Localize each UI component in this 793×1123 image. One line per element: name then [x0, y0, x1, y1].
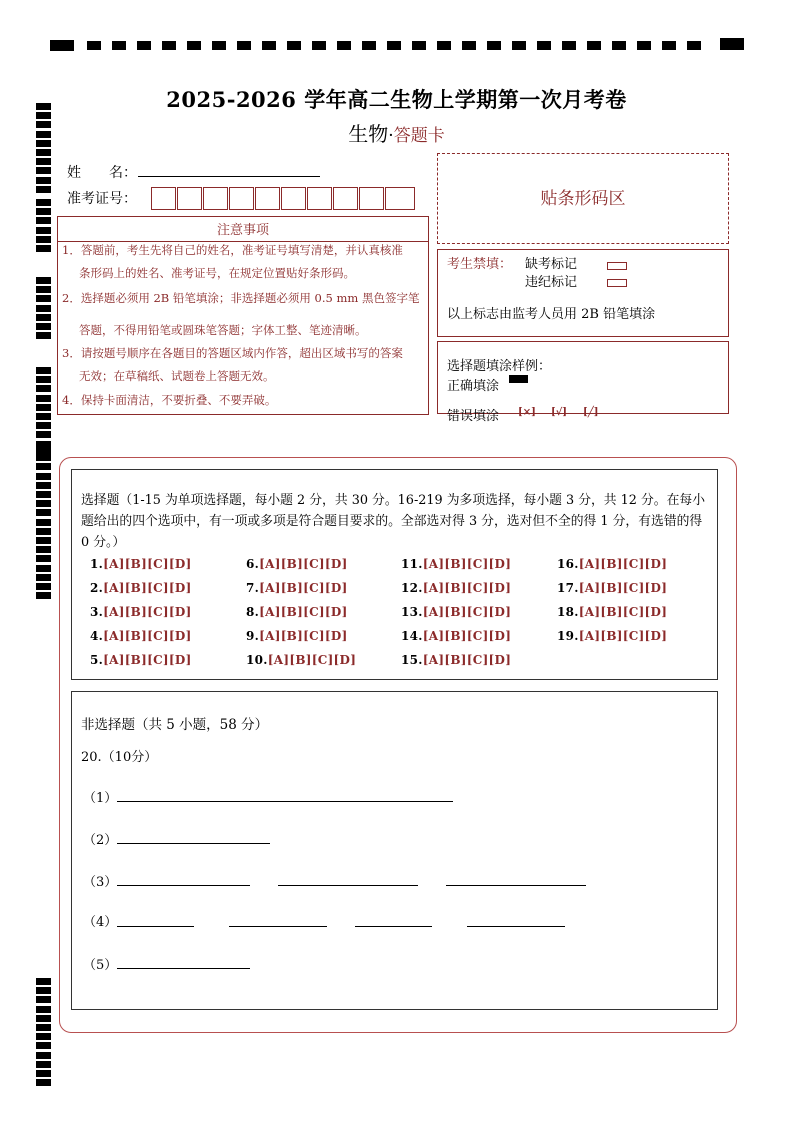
notice-line: 2．选择题必须用 2B 铅笔填涂；非选择题必须用 0.5 mm 黑色签字笔: [62, 291, 420, 305]
mc-question-17[interactable]: [557, 581, 667, 595]
timing-mark: [36, 236, 51, 243]
question-number: 15.: [401, 653, 423, 667]
mc-question-11[interactable]: [401, 557, 511, 571]
timing-mark: [36, 332, 51, 339]
timing-mark: [36, 574, 51, 581]
mc-question-4[interactable]: [90, 629, 192, 643]
mc-question-18[interactable]: [557, 605, 667, 619]
timing-mark: [36, 1079, 51, 1086]
mc-question-14[interactable]: [401, 629, 511, 643]
barcode-label: 贴条形码区: [540, 189, 626, 209]
mc-question-3[interactable]: [90, 605, 192, 619]
mc-question-9[interactable]: [246, 629, 348, 643]
timing-mark: [36, 413, 51, 420]
exam-subtitle: [0, 118, 793, 147]
timing-mark: [36, 295, 51, 302]
question-number: 2.: [90, 581, 104, 595]
timing-mark: [36, 519, 51, 526]
timing-mark: [36, 208, 51, 215]
mc-question-8[interactable]: [246, 605, 348, 619]
question-number: 17.: [557, 581, 579, 595]
answer-options[interactable]: [A][B][C][D]: [259, 557, 348, 571]
question-20-label: 20.（10分）: [81, 750, 158, 765]
question-number: 9.: [246, 629, 260, 643]
answer-line[interactable]: [446, 885, 586, 886]
timing-mark: [36, 367, 51, 374]
answer-options[interactable]: [A][B][C][D]: [103, 629, 192, 643]
answer-line[interactable]: [117, 885, 250, 886]
answer-line[interactable]: [467, 926, 565, 927]
answer-options[interactable]: [A][B][C][D]: [422, 557, 512, 571]
timing-mark: [36, 314, 51, 321]
separator: ·: [388, 126, 394, 146]
question-number: 14.: [401, 629, 423, 643]
absent-mark-label: 缺考标记: [525, 257, 578, 272]
notice-line: 无效；在草稿纸、试题卷上答题无效。: [79, 369, 275, 383]
part-label: （3）: [83, 875, 118, 890]
part-label: （5）: [83, 958, 118, 973]
timing-mark: [36, 404, 51, 411]
answer-line[interactable]: [117, 801, 453, 802]
answer-options[interactable]: [A][B][C][D]: [103, 605, 192, 619]
timing-mark: [36, 1070, 51, 1077]
exam-title: 2025-2026 学年高二生物上学期第一次月考卷: [166, 87, 627, 112]
question-number: 10.: [246, 653, 268, 667]
answer-options[interactable]: [A][B][C][D]: [422, 581, 512, 595]
question-number: 12.: [401, 581, 423, 595]
timing-mark: [36, 555, 51, 562]
name-label: 姓 名：: [67, 165, 137, 181]
timing-mark: [36, 422, 51, 429]
question-number: 3.: [90, 605, 104, 619]
timing-mark: [36, 1033, 51, 1040]
timing-mark: [36, 323, 51, 330]
wrong-mark-cross: [×]: [518, 407, 536, 418]
timing-mark: [36, 463, 51, 470]
timing-mark: [36, 1024, 51, 1031]
notice-line: 1．答题前，考生先将自己的姓名，准考证号填写清楚，并认真核准: [62, 243, 403, 257]
question-number: 19.: [557, 629, 579, 643]
timing-mark: [36, 158, 51, 165]
timing-mark: [36, 167, 51, 174]
timing-mark: [36, 1006, 51, 1013]
mc-question-19[interactable]: [557, 629, 667, 643]
timing-mark: [36, 592, 51, 599]
question-number: 18.: [557, 605, 579, 619]
answer-line[interactable]: [278, 885, 418, 886]
mc-question-7[interactable]: [246, 581, 348, 595]
timing-mark: [36, 385, 51, 392]
correct-fill-label: 正确填涂: [447, 379, 500, 394]
timing-mark: [36, 1015, 51, 1022]
subject-name: 生物: [348, 122, 389, 146]
timing-mark: [36, 500, 51, 507]
answer-options[interactable]: [A][B][C][D]: [422, 629, 512, 643]
mc-question-5[interactable]: [90, 653, 192, 667]
answer-options[interactable]: [A][B][C][D]: [267, 653, 357, 667]
timing-mark: [36, 177, 51, 184]
notice-title: 注意事项: [216, 223, 269, 238]
timing-mark: [36, 217, 51, 224]
wrong-mark-check: [√]: [551, 407, 568, 418]
timing-mark: [36, 565, 51, 572]
prohibited-note: 以上标志由监考人员用 2B 铅笔填涂: [447, 307, 656, 322]
question-number: 8.: [246, 605, 260, 619]
answer-line[interactable]: [117, 843, 270, 844]
notice-line: 条形码上的姓名、准考证号，在规定位置贴好条形码。: [79, 266, 355, 280]
answer-options[interactable]: [A][B][C][D]: [259, 581, 348, 595]
notice-line: 3．请按题号顺序在各题目的答题区域内作答，超出区域书写的答案: [62, 346, 403, 360]
mc-question-15[interactable]: [401, 653, 511, 667]
timing-mark: [36, 376, 51, 383]
question-number: 4.: [90, 629, 104, 643]
question-number: 13.: [401, 605, 423, 619]
mc-question-12[interactable]: [401, 581, 511, 595]
violation-mark-box[interactable]: [607, 279, 627, 287]
answer-options[interactable]: [A][B][C][D]: [103, 557, 192, 571]
answer-line[interactable]: [355, 926, 432, 927]
id-label: 准考证号：: [67, 191, 137, 207]
mc-question-6[interactable]: [246, 557, 348, 571]
timing-mark: [36, 987, 51, 994]
answer-options[interactable]: [A][B][C][D]: [422, 605, 512, 619]
timing-mark: [36, 537, 51, 544]
answer-line[interactable]: [117, 968, 250, 969]
notice-line: 4．保持卡面清洁，不要折叠、不要弄破。: [62, 393, 277, 407]
timing-mark: [36, 978, 51, 985]
free-section-box: [71, 691, 718, 1010]
timing-mark: [36, 996, 51, 1003]
absent-mark-box[interactable]: [607, 262, 627, 270]
name-field[interactable]: [138, 176, 320, 177]
mc-question-13[interactable]: [401, 605, 511, 619]
timing-mark: [36, 149, 51, 156]
card-label: 答题卡: [393, 126, 445, 146]
mc-instructions: 选择题（1-15 为单项选择题，每小题 2 分，共 30 分。16-219 为多项选择，每小题 3 分，共 12 分。在每小题给出的四个选项中，有一项或多项是符合题目要求的。全部选对得 3 分，选对但不全的得 1 分，有选错的得 0 分。）: [81, 493, 705, 550]
timing-mark: [36, 509, 51, 516]
timing-mark: [36, 445, 51, 452]
violation-mark-label: 违纪标记: [525, 275, 578, 290]
answer-line[interactable]: [229, 926, 327, 927]
mc-question-1[interactable]: [90, 557, 192, 571]
part-label: （2）: [83, 833, 118, 848]
timing-mark: [36, 305, 51, 312]
answer-options[interactable]: [A][B][C][D]: [422, 653, 512, 667]
timing-mark: [36, 1052, 51, 1059]
timing-mark: [36, 1061, 51, 1068]
question-number: 7.: [246, 581, 260, 595]
free-section-title: 非选择题（共 5 小题，58 分）: [81, 717, 269, 733]
part-label: （1）: [83, 791, 118, 806]
question-number: 11.: [401, 557, 423, 571]
timing-mark: [36, 227, 51, 234]
timing-mark: [36, 583, 51, 590]
part-label: （4）: [83, 915, 118, 930]
question-number: 6.: [246, 557, 260, 571]
mc-question-10[interactable]: [246, 653, 356, 667]
answer-options[interactable]: [A][B][C][D]: [103, 581, 192, 595]
timing-mark: [36, 473, 51, 480]
timing-mark: [36, 454, 51, 461]
timing-mark: [36, 277, 51, 284]
fill-example-title: 选择题填涂样例：: [447, 359, 552, 374]
timing-mark: [36, 1042, 51, 1049]
question-number: 1.: [90, 557, 104, 571]
mc-question-16[interactable]: [557, 557, 667, 571]
answer-options[interactable]: [A][B][C][D]: [259, 629, 348, 643]
answer-options[interactable]: [A][B][C][D]: [578, 629, 668, 643]
answer-options[interactable]: [A][B][C][D]: [578, 581, 668, 595]
timing-mark: [36, 286, 51, 293]
timing-mark: [36, 491, 51, 498]
notice-line: 答题，不得用铅笔或圆珠笔答题；字体工整、笔迹清晰。: [79, 323, 367, 337]
mc-question-2[interactable]: [90, 581, 192, 595]
answer-options[interactable]: [A][B][C][D]: [578, 557, 668, 571]
timing-mark: [36, 528, 51, 535]
question-number: 5.: [90, 653, 104, 667]
timing-mark: [36, 395, 51, 402]
answer-options[interactable]: [A][B][C][D]: [103, 653, 192, 667]
timing-mark: [36, 186, 51, 193]
prohibited-label: 考生禁填：: [447, 257, 513, 272]
timing-mark: [36, 245, 51, 252]
answer-line[interactable]: [117, 926, 194, 927]
correct-fill-sample: [509, 375, 528, 383]
timing-mark: [36, 431, 51, 438]
wrong-fill-label: 错误填涂: [447, 409, 500, 424]
timing-mark: [36, 199, 51, 206]
timing-mark: [36, 482, 51, 489]
answer-options[interactable]: [A][B][C][D]: [259, 605, 348, 619]
wrong-mark-slash: [╱]: [583, 407, 599, 418]
question-number: 16.: [557, 557, 579, 571]
answer-options[interactable]: [A][B][C][D]: [578, 605, 668, 619]
timing-mark: [36, 546, 51, 553]
